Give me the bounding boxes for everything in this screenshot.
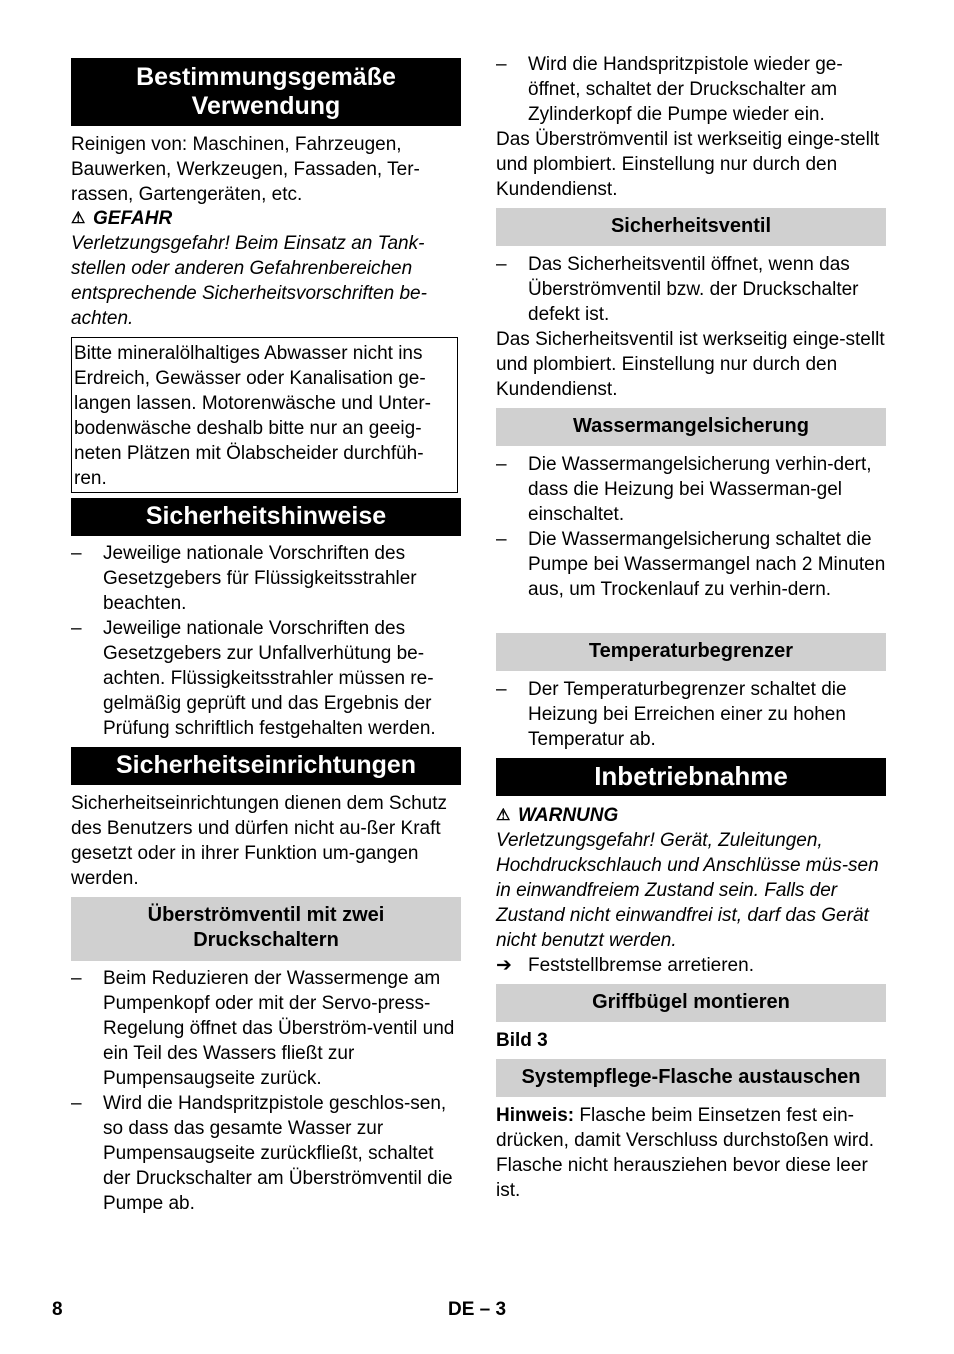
heading-bestimmungsgemaesse-verwendung: Bestimmungsgemäße Verwendung [71,58,461,126]
heading-systempflege: Systempflege-Flasche austauschen [496,1059,886,1097]
heading-ueberstroemventil: Überströmventil mit zwei Druckschaltern [71,897,461,961]
section-label: DE – 3 [448,1299,507,1320]
warnung-heading [496,803,886,828]
list-item-text: Der Temperaturbegrenzer schaltet die Heizung bei Erreichen einer zu hohen Temperatur ab. [528,679,847,750]
list-item [496,527,886,602]
list-item-text: Wird die Handspritzpistole geschlos-sen, so dass das gesamte Wasser zur Pumpensaugseite zurückfließt, schaltet der Druckschalter am Überströmventil die Pumpe ab. [103,1093,453,1214]
paragraph-ueberstroem-note: Das Überströmventil ist werkseitig einge-stellt und plombiert. Einstellung nur durch den Kundendienst. [496,129,880,200]
list-item-text: Die Wassermangelsicherung schaltet die Pumpe bei Wassermangel nach 2 Minuten aus, um Trockenlauf zu verhin-dern. [528,529,886,600]
list-dash: – [496,529,507,550]
warnung-text: Verletzungsgefahr! Gerät, Zuleitungen, Hochdruckschlauch und Anschlüsse müs-sen in einwandfreiem Zustand sein. Falls der Zustand nicht einwandfrei ist, darf das Gerät nicht benutzt werden. [496,830,879,951]
list-dash: – [71,968,82,989]
list-item [71,541,461,616]
list-item [496,252,886,327]
list-item-text: Beim Reduzieren der Wassermenge am Pumpenkopf oder mit der Servo-press-Regelung öffnet das Überström-ventil und ein Teil des Wassers fließt zur Pumpensaugseite zurück. [103,968,455,1089]
list-item-text: Die Wassermangelsicherung verhin-dert, dass die Heizung bei Wasserman-gel einschaltet. [528,454,872,525]
warnung-label: WARNUNG [518,805,619,826]
heading-sicherheitshinweise: Sicherheitshinweise [71,498,461,536]
gefahr-heading [71,206,461,231]
paragraph-sicherheitsventil-note: Das Sicherheitsventil ist werkseitig einge-stellt und plombiert. Einstellung nur durch den Kundendienst. [496,329,885,400]
step-text: Feststellbremse arretieren. [528,955,754,976]
hinweis-label: Hinweis: [496,1105,575,1126]
environment-notice-text: Bitte mineralölhaltiges Abwasser nicht ins Erdreich, Gewässer oder Kanalisation ge-langen lassen. Motorenwäsche und Unter-bodenwäsche deshalb bitte nur an geeig-neten Plätzen mit Ölabscheider durchfüh-ren. [74,343,431,489]
list-dash: – [496,54,507,75]
heading-griffbuegel: Griffbügel montieren [496,984,886,1022]
list-item [496,52,886,127]
heading-sicherheitsventil: Sicherheitsventil [496,208,886,246]
gefahr-text: Verletzungsgefahr! Beim Einsatz an Tank-stellen oder anderen Gefahrenbereichen entsprechende Sicherheitsvorschriften be-achten. [71,233,427,329]
hinweis-text: Flasche beim Einsetzen fest ein-drücken, damit Verschluss durchstoßen wird. Flasche nicht herausziehen bevor diese leer ist. [496,1105,875,1201]
step-feststellbremse [496,953,886,978]
list-item [71,966,461,1091]
list-item [496,452,886,527]
paragraph-einrichtungen: Sicherheitseinrichtungen dienen dem Schutz des Benutzers und dürfen nicht au-ßer Kraft gesetzt oder in ihrer Funktion um-gangen werden. [71,793,448,889]
gefahr-label: GEFAHR [93,208,173,229]
list-item-text: Das Sicherheitsventil öffnet, wenn das Überströmventil bzw. der Druckschalter defekt ist. [528,254,859,325]
warning-triangle-icon: ⚠ [496,807,511,824]
list-item-text: Wird die Handspritzpistole wieder ge-öffnet, schaltet der Druckschalter am Zylinderkopf die Pumpe wieder ein. [528,54,843,125]
page-number: 8 [52,1299,63,1320]
heading-inbetriebnahme: Inbetriebnahme [496,758,886,796]
list-item-text: Jeweilige nationale Vorschriften des Gesetzgebers zur Unfallverhütung be-achten. Flüssigkeitsstrahler müssen re-gelmäßig geprüft und das Ergebnis der Prüfung schriftlich festgehalten werden. [103,618,436,739]
arrow-right-icon: ➔ [496,955,512,976]
list-dash: – [71,1093,82,1114]
list-item-text: Jeweilige nationale Vorschriften des Gesetzgebers für Flüssigkeitsstrahler beachten. [103,543,417,614]
heading-temperaturbegrenzer: Temperaturbegrenzer [496,633,886,671]
paragraph-hinweis [496,1103,886,1203]
list-item [71,616,461,741]
list-dash: – [496,254,507,275]
figure-reference: Bild 3 [496,1030,548,1051]
list-item [71,1091,461,1216]
environment-notice-box [71,337,458,493]
list-item [496,677,886,752]
heading-wassermangelsicherung: Wassermangelsicherung [496,408,886,446]
warning-triangle-icon: ⚠ [71,210,86,227]
list-dash: – [496,679,507,700]
paragraph-reinigen: Reinigen von: Maschinen, Fahrzeugen, Bauwerken, Werkzeugen, Fassaden, Ter-rassen, Gartengeräten, etc. [71,134,420,205]
list-dash: – [71,618,82,639]
list-dash: – [496,454,507,475]
heading-sicherheitseinrichtungen: Sicherheitseinrichtungen [71,747,461,785]
list-dash: – [71,543,82,564]
